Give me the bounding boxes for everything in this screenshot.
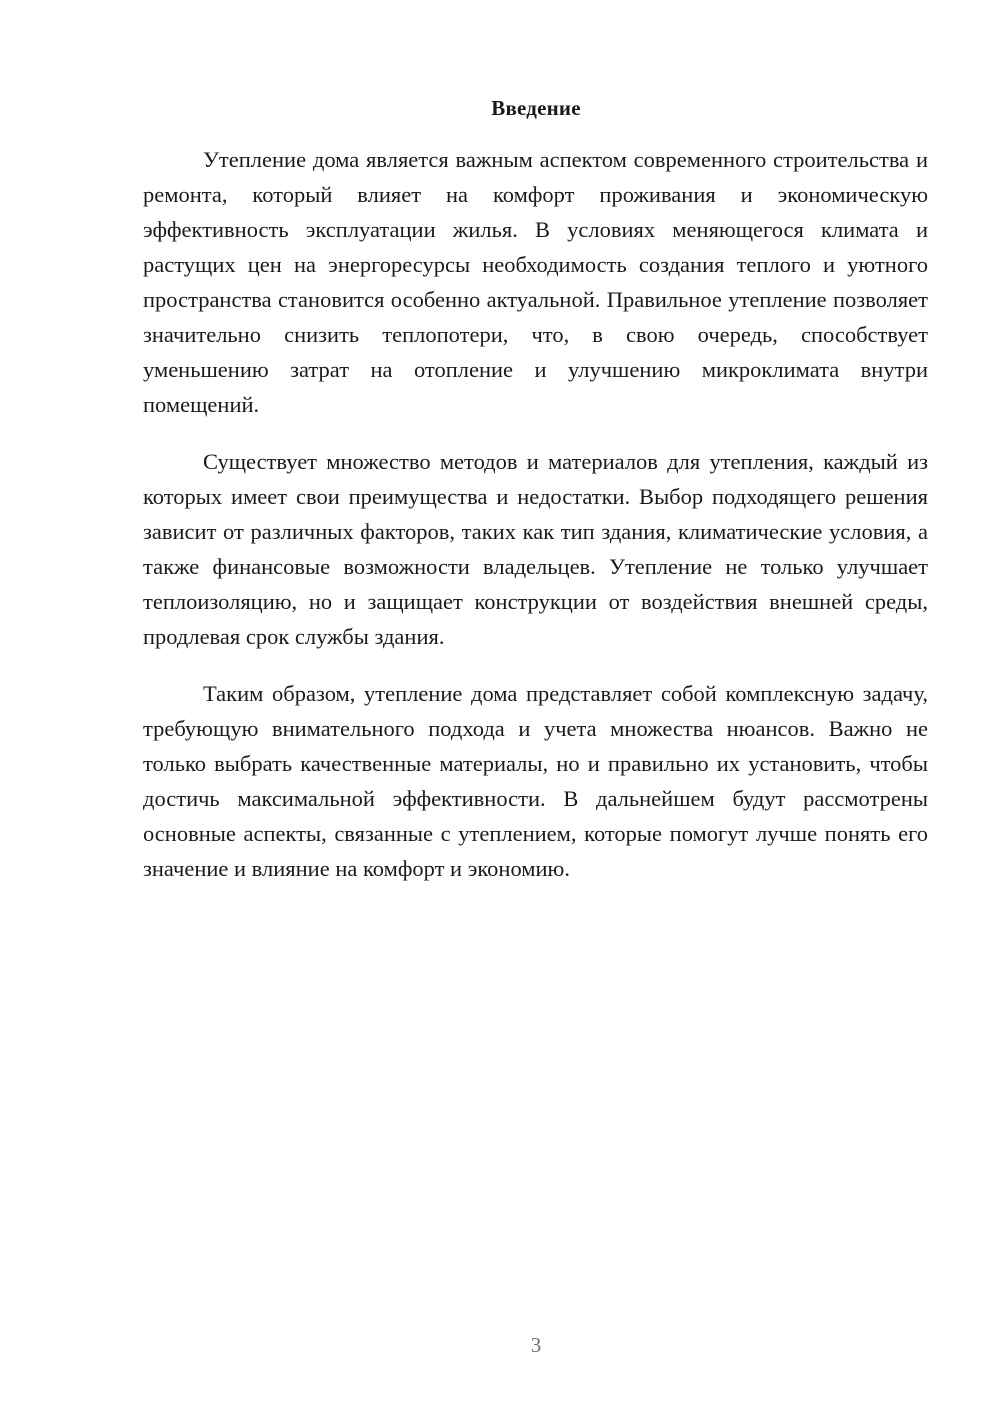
paragraph-3: Таким образом, утепление дома представляет собой комплексную задачу, требующую внимательного подхода и учета множества нюансов. Важно не только выбрать качественные материалы, но и правильно их установить, чтобы достичь максимальной эффективности. В дальнейшем будут рассмотрены основные аспекты, связанные с утеплением, которые помогут лучше понять его значение и влияние на комфорт и экономию. xyxy=(143,681,928,881)
page-number: 3 xyxy=(530,1333,542,1357)
page-title: Введение xyxy=(491,96,581,120)
paragraph-2: Существует множество методов и материалов для утепления, каждый из которых имеет свои преимущества и недостатки. Выбор подходящего решения зависит от различных факторов, таких как тип здания, климатические условия, а также финансовые возможности владельцев. Утепление не только улучшает теплоизоляцию, но и защищает конструкции от воздействия внешней среды, продлевая срок службы здания. xyxy=(143,449,928,649)
body-text xyxy=(143,142,928,908)
paragraph-1: Утепление дома является важным аспектом современного строительства и ремонта, который влияет на комфорт проживания и экономическую эффективность эксплуатации жилья. В условиях меняющегося климата и растущих цен на энергоресурсы необходимость создания теплого и уютного пространства становится особенно актуальной. Правильное утепление позволяет значительно снизить теплопотери, что, в свою очередь, способствует уменьшению затрат на отопление и улучшению микроклимата внутри помещений. xyxy=(143,147,928,417)
